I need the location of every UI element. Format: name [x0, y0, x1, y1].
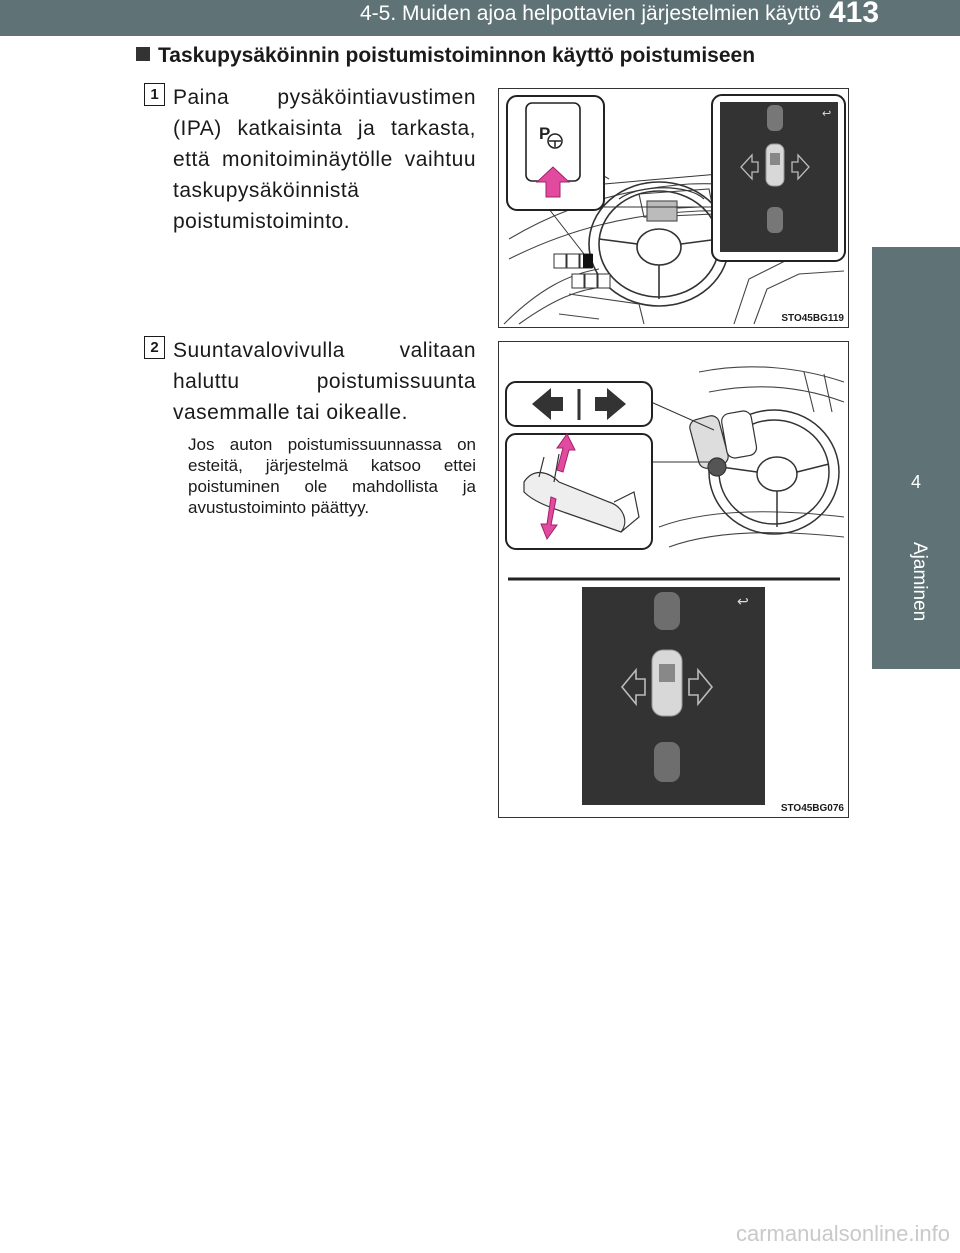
return-icon: ↩	[822, 107, 832, 120]
section-heading	[136, 44, 755, 68]
watermark: carmanualsonline.info	[735, 1221, 950, 1246]
step-1-number: 1	[144, 83, 165, 106]
step-2-number: 2	[144, 336, 165, 359]
page-number: 413	[829, 0, 880, 29]
figure-1-code: STO45BG119	[781, 313, 844, 324]
step-1-text: Paina pysäköintiavustimen (IPA) katkaisinta ja tarkasta, että monitoiminäytölle vaihtuu taskupysäköinnistä poistumistoiminto.	[173, 86, 476, 233]
figure-ipa-switch	[498, 88, 849, 328]
figure-turn-signal-lever	[498, 341, 849, 818]
dashboard-illustration	[499, 89, 848, 327]
running-header: 4-5. Muiden ajoa helpottavien järjestelmien käyttö	[360, 2, 822, 25]
chapter-label: Ajaminen	[909, 542, 930, 622]
chapter-tab[interactable]	[872, 247, 960, 669]
header-band	[0, 0, 960, 36]
parking-switch-glyph: P	[539, 124, 551, 143]
step-2-text: Suuntavalovivulla valitaan haluttu poistumissuunta vasemmalle tai oikealle.	[173, 339, 476, 424]
return-icon: ↩	[737, 594, 749, 610]
heading-square-icon	[136, 47, 150, 61]
step-2-note: Jos auton poistumissuunnassa on esteitä, järjestelmä katsoo ettei poistuminen ole mahdollista ja avustustoiminto päättyy.	[188, 435, 476, 517]
lever-and-display-illustration	[499, 342, 848, 817]
ipa-switch-highlight	[583, 254, 593, 268]
figure-2-code: STO45BG076	[780, 803, 844, 814]
section-heading-text: Taskupysäköinnin poistumistoiminnon käyttö poistumiseen	[158, 44, 756, 67]
chapter-number: 4	[910, 472, 921, 492]
